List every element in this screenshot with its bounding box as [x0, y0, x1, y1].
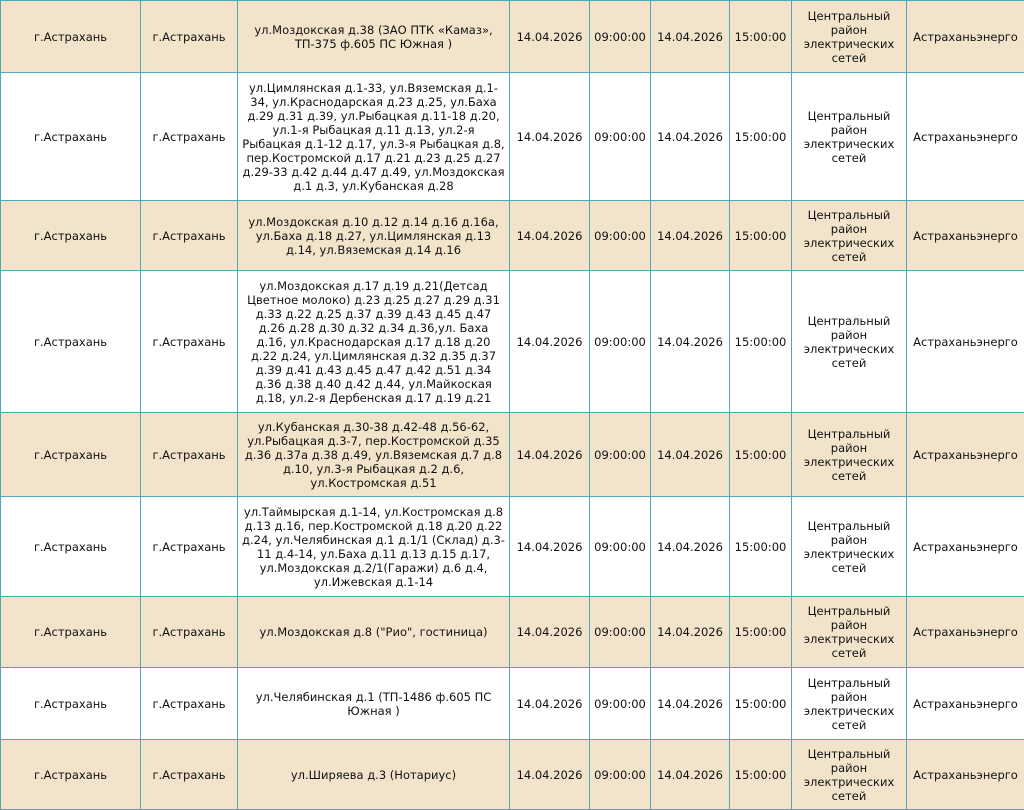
settlement-cell: г.Астрахань: [141, 740, 238, 810]
address-cell: ул.Моздокская д.38 (ЗАО ПТК «Камаз», ТП-375 ф.605 ПС Южная ): [238, 1, 510, 73]
end-date-cell: 14.04.2026: [651, 668, 730, 740]
address-cell: ул.Таймырская д.1-14, ул.Костромская д.8 д.13 д.16, пер.Костромской д.18 д.20 д.22 д.24, ул.Челябинская д.1 д.1/1 (Склад) д.3-11 д.4-14, ул.Баха д.11 д.13 д.15 д.17, ул.Моздокская д.2/1(Гаражи) д.6 д.4, ул.Ижевская д.1-14: [238, 497, 510, 597]
start-date-cell: 14.04.2026: [510, 413, 590, 497]
start-date-cell: 14.04.2026: [510, 597, 590, 668]
settlement-cell: г.Астрахань: [141, 668, 238, 740]
end-time-cell: 15:00:00: [730, 597, 792, 668]
start-time-cell: 09:00:00: [590, 597, 651, 668]
address-cell: ул.Моздокская д.10 д.12 д.14 д.16 д.16а, ул.Баха д.18 д.27, ул.Цимлянская д.13 д.14, ул.Вяземская д.14 д.16: [238, 201, 510, 271]
settlement-cell: г.Астрахань: [141, 497, 238, 597]
end-time-cell: 15:00:00: [730, 271, 792, 413]
address-cell: ул.Моздокская д.17 д.19 д.21(Детсад Цветное молоко) д.23 д.25 д.27 д.29 д.31 д.33 д.22 д.25 д.37 д.39 д.43 д.45 д.47 д.26 д.28 д.30 д.32 д.34 д.36,ул. Баха д.16, ул.Краснодарская д.17 д.18 д.20 д.22 д.24, ул.Цимлянская д.32 д.35 д.37 д.39 д.41 д.43 д.45 д.47 д.42 д.51 д.34 д.36 д.38 д.40 д.42 д.44, ул.Майкоская д.18, ул.2-я Дербенская д.17 д.19 д.21: [238, 271, 510, 413]
city-cell: г.Астрахань: [1, 668, 141, 740]
table-row: [1, 73, 1024, 201]
city-cell: г.Астрахань: [1, 740, 141, 810]
start-time-cell: 09:00:00: [590, 1, 651, 73]
start-time-cell: 09:00:00: [590, 668, 651, 740]
city-cell: г.Астрахань: [1, 201, 141, 271]
start-date-cell: 14.04.2026: [510, 1, 590, 73]
district-cell: Центральный район электрических сетей: [792, 271, 907, 413]
start-date-cell: 14.04.2026: [510, 201, 590, 271]
start-date-cell: 14.04.2026: [510, 740, 590, 810]
start-date-cell: 14.04.2026: [510, 73, 590, 201]
district-cell: Центральный район электрических сетей: [792, 497, 907, 597]
end-time-cell: 15:00:00: [730, 201, 792, 271]
start-time-cell: 09:00:00: [590, 497, 651, 597]
organization-cell: Астраханьэнерго: [907, 413, 1024, 497]
organization-cell: Астраханьэнерго: [907, 73, 1024, 201]
end-time-cell: 15:00:00: [730, 497, 792, 597]
address-cell: ул.Моздокская д.8 ("Рио", гостиница): [238, 597, 510, 668]
district-cell: Центральный район электрических сетей: [792, 740, 907, 810]
start-time-cell: 09:00:00: [590, 271, 651, 413]
city-cell: г.Астрахань: [1, 413, 141, 497]
end-date-cell: 14.04.2026: [651, 413, 730, 497]
city-cell: г.Астрахань: [1, 73, 141, 201]
table-row: [1, 271, 1024, 413]
table-row: [1, 668, 1024, 740]
city-cell: г.Астрахань: [1, 271, 141, 413]
table-row: [1, 201, 1024, 271]
start-time-cell: 09:00:00: [590, 201, 651, 271]
end-time-cell: 15:00:00: [730, 1, 792, 73]
table-row: [1, 413, 1024, 497]
address-cell: ул.Челябинская д.1 (ТП-1486 ф.605 ПС Южная ): [238, 668, 510, 740]
organization-cell: Астраханьэнерго: [907, 668, 1024, 740]
address-cell: ул.Цимлянская д.1-33, ул.Вяземская д.1-34, ул.Краснодарская д.23 д.25, ул.Баха д.29 д.31 д.39, ул.Рыбацкая д.11-18 д.20, ул.1-я Рыбацкая д.11 д.13, ул.2-я Рыбацкая д.1-12 д.17, ул.3-я Рыбацкая д.8, пер.Костромской д.17 д.21 д.23 д.25 д.27 д.29-33 д.42 д.44 д.47 д.49, ул.Моздокская д.1 д.3, ул.Кубанская д.28: [238, 73, 510, 201]
organization-cell: Астраханьэнерго: [907, 740, 1024, 810]
city-cell: г.Астрахань: [1, 597, 141, 668]
end-date-cell: 14.04.2026: [651, 73, 730, 201]
start-time-cell: 09:00:00: [590, 73, 651, 201]
organization-cell: Астраханьэнерго: [907, 271, 1024, 413]
end-date-cell: 14.04.2026: [651, 597, 730, 668]
district-cell: Центральный район электрических сетей: [792, 1, 907, 73]
district-cell: Центральный район электрических сетей: [792, 597, 907, 668]
end-time-cell: 15:00:00: [730, 740, 792, 810]
organization-cell: Астраханьэнерго: [907, 1, 1024, 73]
settlement-cell: г.Астрахань: [141, 597, 238, 668]
start-date-cell: 14.04.2026: [510, 497, 590, 597]
table-row: [1, 597, 1024, 668]
district-cell: Центральный район электрических сетей: [792, 73, 907, 201]
city-cell: г.Астрахань: [1, 497, 141, 597]
organization-cell: Астраханьэнерго: [907, 201, 1024, 271]
end-time-cell: 15:00:00: [730, 668, 792, 740]
district-cell: Центральный район электрических сетей: [792, 201, 907, 271]
start-time-cell: 09:00:00: [590, 413, 651, 497]
district-cell: Центральный район электрических сетей: [792, 668, 907, 740]
start-time-cell: 09:00:00: [590, 740, 651, 810]
address-cell: ул.Ширяева д.3 (Нотариус): [238, 740, 510, 810]
table-row: [1, 497, 1024, 597]
table-row: [1, 1, 1024, 73]
end-date-cell: 14.04.2026: [651, 740, 730, 810]
end-date-cell: 14.04.2026: [651, 1, 730, 73]
end-date-cell: 14.04.2026: [651, 271, 730, 413]
table-row: [1, 740, 1024, 810]
settlement-cell: г.Астрахань: [141, 413, 238, 497]
settlement-cell: г.Астрахань: [141, 1, 238, 73]
start-date-cell: 14.04.2026: [510, 668, 590, 740]
organization-cell: Астраханьэнерго: [907, 497, 1024, 597]
end-time-cell: 15:00:00: [730, 73, 792, 201]
settlement-cell: г.Астрахань: [141, 271, 238, 413]
city-cell: г.Астрахань: [1, 1, 141, 73]
end-time-cell: 15:00:00: [730, 413, 792, 497]
district-cell: Центральный район электрических сетей: [792, 413, 907, 497]
end-date-cell: 14.04.2026: [651, 497, 730, 597]
settlement-cell: г.Астрахань: [141, 201, 238, 271]
organization-cell: Астраханьэнерго: [907, 597, 1024, 668]
address-cell: ул.Кубанская д.30-38 д.42-48 д.56-62, ул.Рыбацкая д.3-7, пер.Костромской д.35 д.36 д.37а д.38 д.49, ул.Вяземская д.7 д.8 д.10, ул.3-я Рыбацкая д.2 д.6, ул.Костромская д.51: [238, 413, 510, 497]
settlement-cell: г.Астрахань: [141, 73, 238, 201]
start-date-cell: 14.04.2026: [510, 271, 590, 413]
end-date-cell: 14.04.2026: [651, 201, 730, 271]
